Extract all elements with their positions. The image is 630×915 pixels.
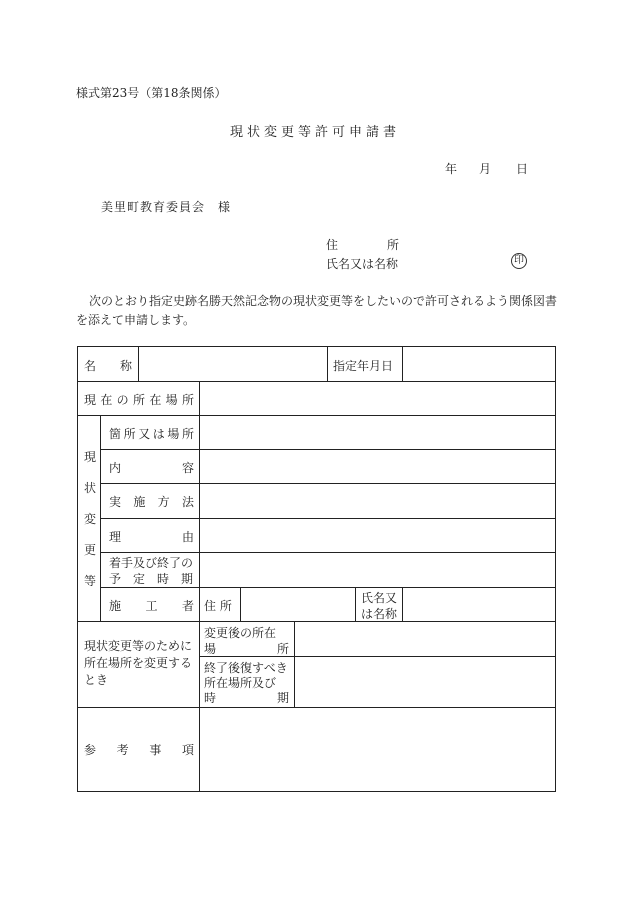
reason-label: 理 由 — [109, 530, 194, 544]
relocation-label: 現状変更等のために所在場所を変更するとき — [84, 639, 193, 687]
applicant-name-label: 氏名又は名称 — [326, 257, 399, 271]
content-label: 内 容 — [109, 461, 194, 475]
new-location-label-line1: 変更後の所在 — [204, 626, 277, 640]
current-location-label: 現 在 の 所 在 場 所 — [84, 393, 194, 407]
form-number: 様式第23号（第18条関係） — [76, 86, 227, 100]
applicant-address-label: 住 — [326, 238, 339, 252]
application-statement: 次のとおり指定史跡名勝天然記念物の現状変更等をしたいので許可されるよう関係図書を添えて申請します。 — [76, 294, 558, 327]
contractor-name-label-line1: 氏名又 — [361, 591, 398, 605]
seal-mark: 印 — [511, 253, 527, 269]
contractor-label: 施 工 者 — [109, 599, 194, 613]
notes-label: 参 考 事 項 — [84, 743, 194, 757]
name-label: 名 称 — [84, 359, 132, 373]
addressee: 美里町教育委員会 様 — [101, 200, 232, 214]
period-label-line1: 着手及び終了の — [109, 556, 194, 570]
document-title: 現状変更等許可申請書 — [229, 125, 400, 140]
date-month: 月 — [479, 162, 492, 176]
period-label-line2: 予 定 時 期 — [109, 572, 194, 586]
application-form-table — [77, 346, 556, 792]
contractor-address-label: 住 所 — [204, 599, 232, 613]
designation-date-label: 指定年月日 — [333, 359, 394, 373]
date-year: 年 — [445, 162, 458, 176]
date-day: 日 — [516, 162, 529, 176]
contractor-name-label-line2: は名称 — [361, 607, 398, 621]
restore-label-line2: 所在場所及び — [204, 676, 277, 690]
place-label: 箇 所 又 は 場 所 — [109, 427, 194, 441]
method-label: 実 施 方 法 — [109, 495, 194, 509]
applicant-address-label-suffix: 所 — [387, 238, 400, 252]
current-state-change-group-label: 現 状 変 更 等 — [83, 450, 96, 588]
restore-label-line3: 時 期 — [204, 691, 289, 705]
new-location-label-line2: 場 所 — [204, 642, 289, 656]
restore-label-line1: 終了後復すべき — [204, 661, 288, 675]
